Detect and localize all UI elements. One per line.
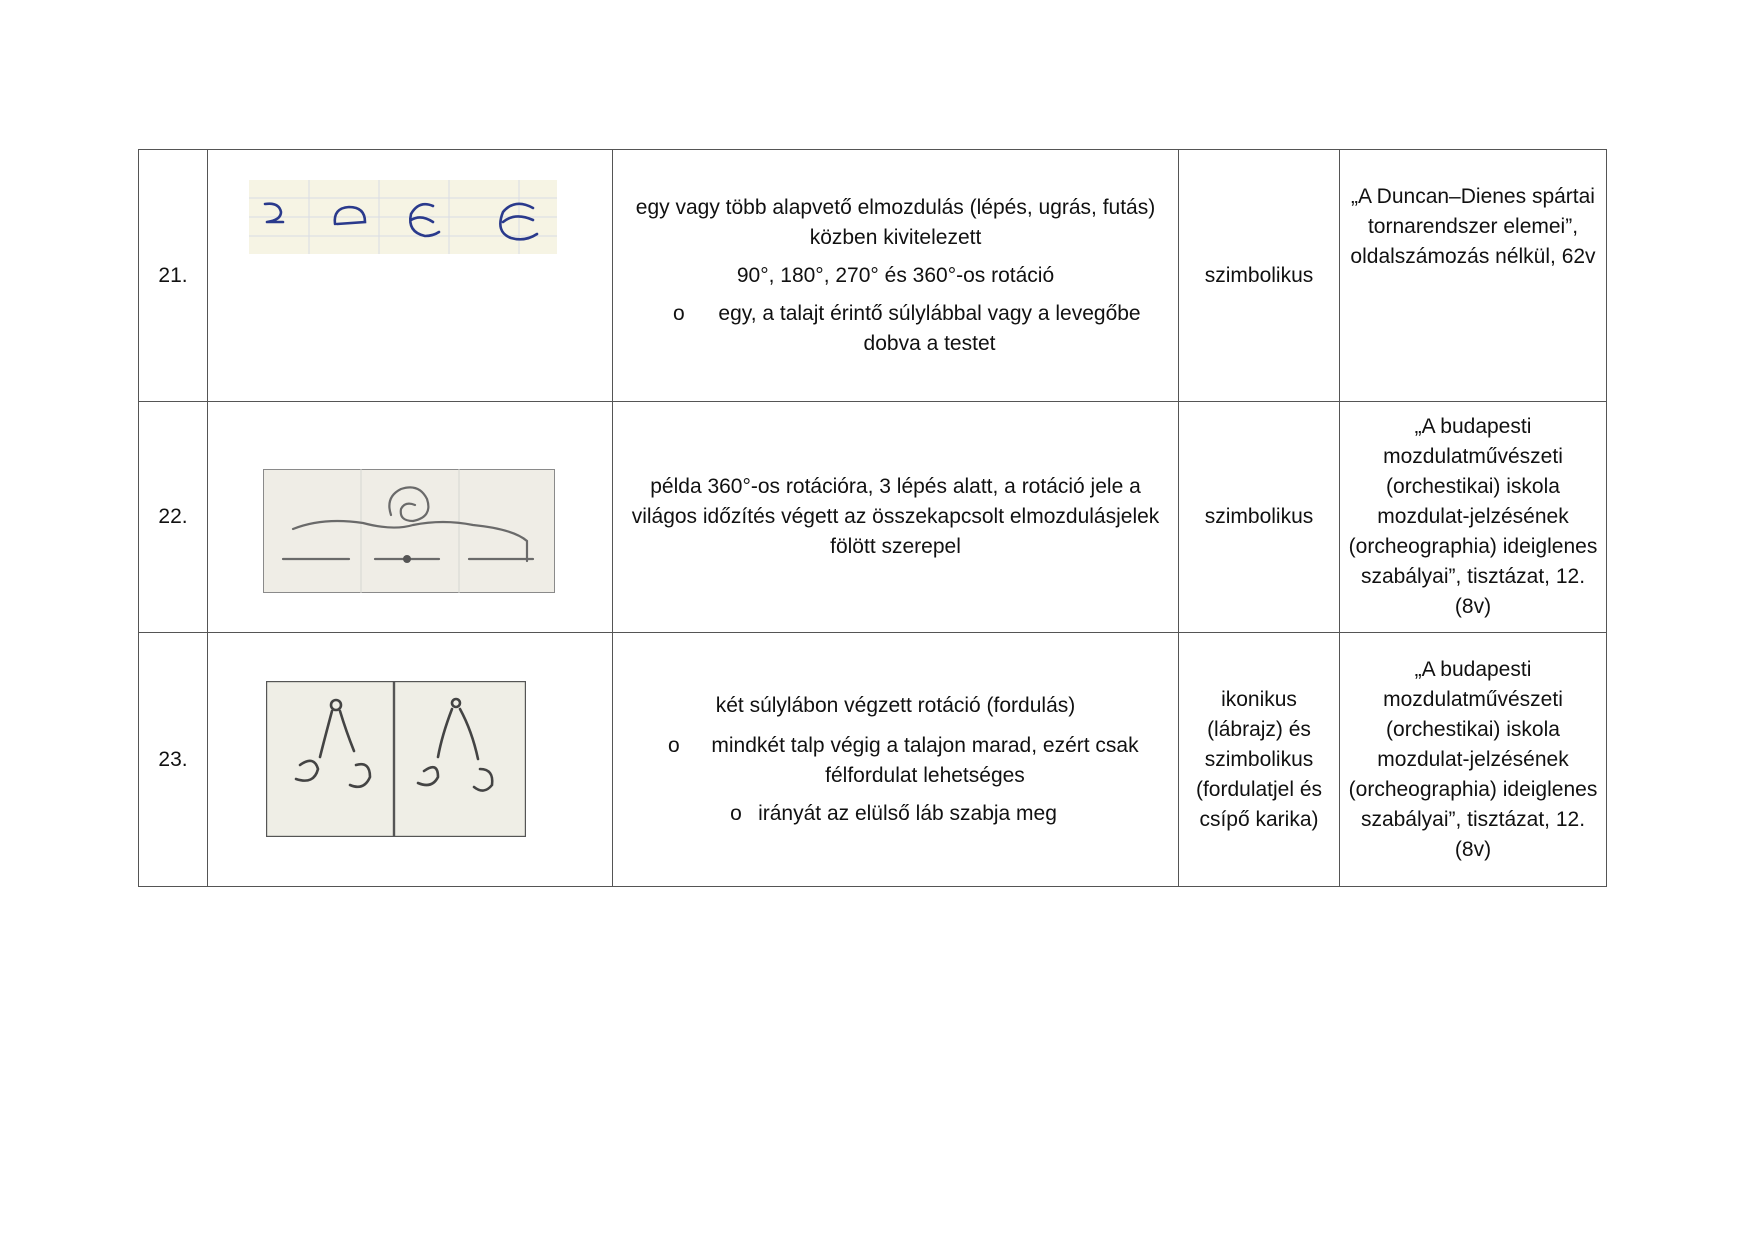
description-cell: [613, 150, 1179, 402]
description-line: két súlylábon végzett rotáció (fordulás): [715, 693, 1076, 717]
source-cell: „A budapesti mozdulatművészeti (orchestikai) iskola mozdulat-jelzésének (orcheographia) ideiglenes szabályai”, tisztázat, 12. (8v): [1340, 633, 1607, 887]
rotation-over-steps-sketch-icon: [263, 469, 555, 593]
description-line: 90°, 180°, 270° és 360°-os rotáció: [736, 263, 1055, 287]
bullet-mark: o: [730, 801, 742, 825]
description-cell: [613, 633, 1179, 887]
type-cell: szimbolikus: [1179, 150, 1340, 402]
row-number: 21.: [139, 150, 208, 402]
bullet-item: [613, 299, 1178, 359]
description-cell: [613, 402, 1179, 633]
foot-turn-sketch-icon: [266, 681, 526, 837]
notation-image-cell: [208, 633, 613, 887]
table-row: [139, 633, 1607, 887]
bullet-mark: o: [673, 301, 685, 325]
row-number: 23.: [139, 633, 208, 887]
notation-image-cell: [208, 150, 613, 402]
description-line: példa 360°-os rotációra, 3 lépés alatt, a rotáció jele a világos időzítés végett az összekapcsolt elmozdulásjelek fölött szerepel: [631, 475, 1160, 558]
bullet-mark: o: [668, 733, 680, 757]
table-row: [139, 150, 1607, 402]
type-cell: ikonikus (lábrajz) és szimbolikus (fordulatjel és csípő karika): [1179, 633, 1340, 887]
bullet-text: mindkét talp végig a talajon marad, ezért csak félfordulat lehetséges: [711, 733, 1139, 787]
notation-table: [138, 149, 1607, 887]
bullet-text: egy, a talajt érintő súlylábbal vagy a levegőbe dobva a testet: [718, 301, 1141, 355]
description-line: egy vagy több alapvető elmozdulás (lépés, ugrás, futás) közben kivitelezett: [635, 195, 1156, 249]
row-number: 22.: [139, 402, 208, 633]
source-cell: „A Duncan–Dienes spártai tornarendszer elemei”, oldalszámozás nélkül, 62v: [1340, 150, 1607, 402]
type-cell: szimbolikus: [1179, 402, 1340, 633]
table-row: [139, 402, 1607, 633]
bullet-item: [613, 799, 1178, 829]
bullet-text: irányát az elülső láb szabja meg: [758, 801, 1057, 825]
source-cell: „A budapesti mozdulatművészeti (orchestikai) iskola mozdulat-jelzésének (orcheographia) ideiglenes szabályai”, tisztázat, 12. (8v): [1340, 402, 1607, 633]
bullet-item: [613, 731, 1178, 791]
rotation-symbols-sketch-icon: [249, 180, 557, 254]
notation-image-cell: [208, 402, 613, 633]
